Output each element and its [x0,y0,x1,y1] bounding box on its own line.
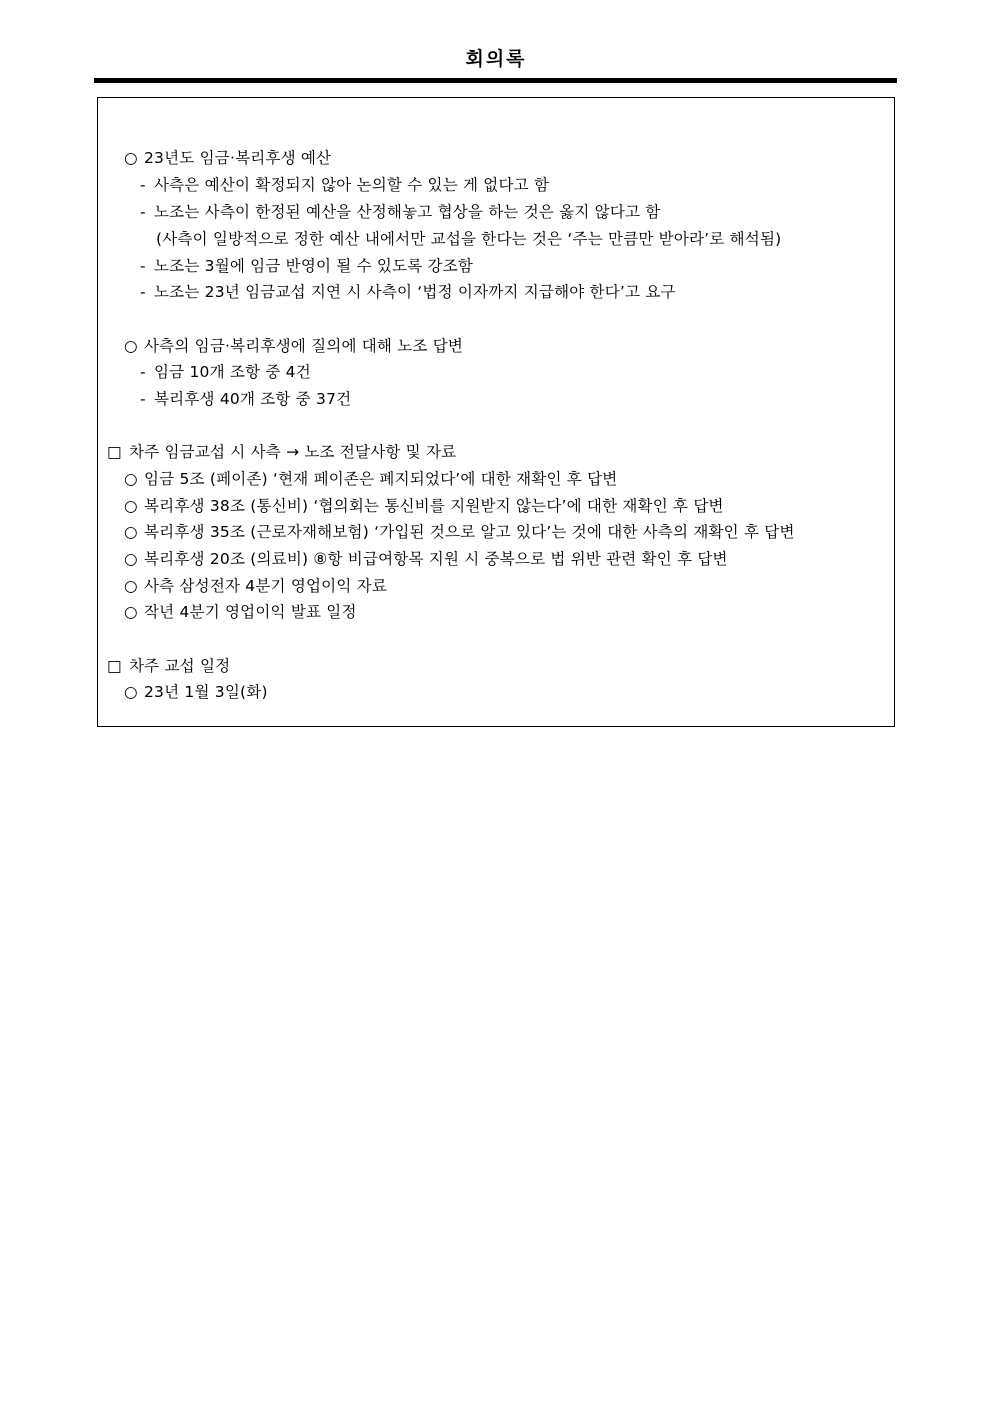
answers-heading: ○ 사측의 임금·복리후생에 질의에 대해 노조 답변 [124,337,464,355]
list-item: - 사측은 예산이 확정되지 않아 논의할 수 있는 게 없다고 함 [140,176,550,194]
circle-bullet-icon: ○ [124,577,138,595]
list-item: - 노조는 23년 임금교섭 지연 시 사측이 ‘법정 이자까지 지급해야 한다’고 요구 [140,283,676,301]
dash-bullet-icon: - [140,203,146,221]
list-item: - 노조는 사측이 한정된 예산을 산정해놓고 협상을 하는 것은 옳지 않다고 함 [140,203,661,221]
list-item: - 복리후생 40개 조항 중 37건 [140,390,352,408]
dash-bullet-icon: - [140,390,146,408]
list-item: ○ 작년 4분기 영업이익 발표 일정 [124,603,357,621]
circle-bullet-icon: ○ [124,683,138,701]
page-title: 회의록 [465,48,527,70]
list-item: ○ 복리후생 35조 (근로자재해보험) ‘가입된 것으로 알고 있다’는 것에 대한 사측의 재확인 후 답변 [124,523,795,541]
list-item: ○ 임금 5조 (페이존) ‘현재 페이존은 폐지되었다’에 대한 재확인 후 답변 [124,470,618,488]
dash-bullet-icon: - [140,257,146,275]
dash-bullet-icon: - [140,176,146,194]
circle-bullet-icon: ○ [124,550,138,568]
section-heading: □ 차주 교섭 일정 [107,657,231,675]
list-item: - 임금 10개 조항 중 4건 [140,363,311,381]
list-item: - 노조는 3월에 임금 반영이 될 수 있도록 강조함 [140,257,474,275]
square-bullet-icon: □ [107,443,122,461]
list-item: ○ 복리후생 20조 (의료비) ⑧항 비급여항목 지원 시 중복으로 법 위반 관련 확인 후 답변 [124,550,728,568]
section-heading: □ 차주 임금교섭 시 사측 → 노조 전달사항 및 자료 [107,443,457,461]
circle-bullet-icon: ○ [124,149,138,167]
list-item: ○ 23년 1월 3일(화) [124,683,268,701]
budget-heading: ○ 23년도 임금·복리후생 예산 [124,149,332,167]
title-rule [94,78,897,83]
circle-bullet-icon: ○ [124,337,138,355]
dash-bullet-icon: - [140,363,146,381]
circle-bullet-icon: ○ [124,497,138,515]
dash-bullet-icon: - [140,283,146,301]
list-item: ○ 사측 삼성전자 4분기 영업이익 자료 [124,577,387,595]
circle-bullet-icon: ○ [124,523,138,541]
circle-bullet-icon: ○ [124,470,138,488]
circle-bullet-icon: ○ [124,603,138,621]
list-item-note: (사측이 일방적으로 정한 예산 내에서만 교섭을 한다는 것은 ‘주는 만큼만 받아라’로 해석됨) [156,230,782,248]
list-item: ○ 복리후생 38조 (통신비) ‘협의회는 통신비를 지원받지 않는다’에 대한 재확인 후 답변 [124,497,724,515]
square-bullet-icon: □ [107,657,122,675]
